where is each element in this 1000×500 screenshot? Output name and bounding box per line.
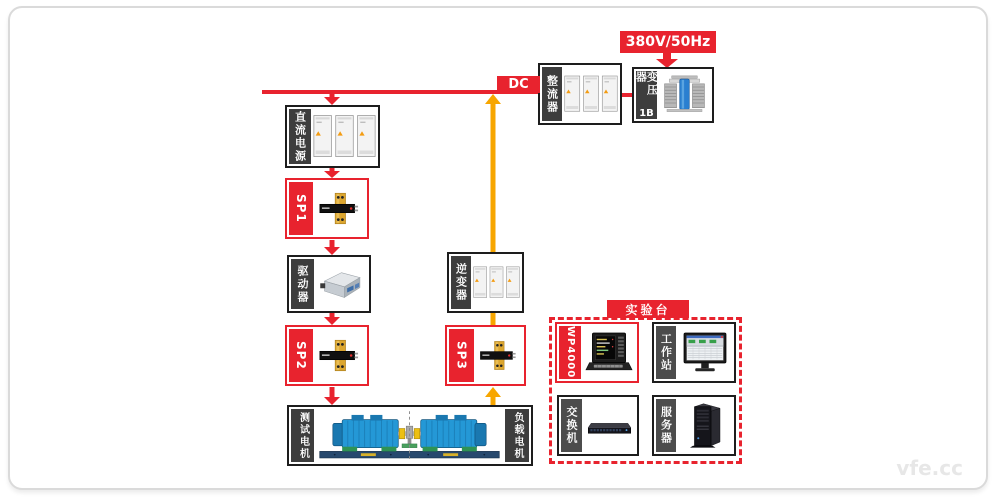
dc-source-label: 直流电源: [289, 109, 311, 164]
transformer-image: [659, 71, 710, 119]
wp4000-label: WP4000: [559, 326, 581, 379]
sp1-box: [285, 178, 369, 239]
inverter-box: [447, 252, 524, 313]
rectifier-cabinets-image: [564, 67, 618, 121]
sp3-label: SP3: [449, 329, 474, 382]
motor-bench-box: [287, 405, 533, 466]
inverter-cabinets-image: [473, 256, 520, 309]
wp4000-analyzer-image: [583, 326, 635, 379]
motor-pair-image: [316, 409, 503, 462]
dc-source-box: [285, 105, 380, 168]
driver-box: [287, 255, 371, 313]
supply-label: 380V/50Hz: [620, 31, 716, 53]
transformer-label: 变压器 1B: [634, 71, 659, 119]
network-switch-image: [584, 399, 635, 452]
workstation-monitor-image: [678, 326, 732, 379]
wp4000-box: [555, 322, 639, 383]
inverter-label: 逆变器: [451, 256, 471, 309]
watermark: vfe.cc: [896, 456, 963, 480]
sp1-label: SP1: [289, 182, 313, 235]
bench-label: 实验台: [607, 300, 689, 318]
driver-device-image: [316, 259, 367, 309]
switch-label: 交换机: [561, 399, 582, 452]
test-motor-label: 测试电机: [291, 409, 314, 462]
sp2-transducer-image: [315, 329, 365, 382]
server-label: 服务器: [656, 399, 676, 452]
dc-source-cabinets-image: [313, 109, 376, 164]
rectifier-label: 整流器: [542, 67, 562, 121]
transformer-box: [632, 67, 714, 123]
load-motor-label: 负载电机: [505, 409, 529, 462]
workstation-box: [652, 322, 736, 383]
driver-label: 驱动器: [291, 259, 314, 309]
rectifier-box: [538, 63, 622, 125]
sp2-box: [285, 325, 369, 386]
sp2-label: SP2: [289, 329, 313, 382]
switch-box: [557, 395, 639, 456]
sp3-transducer-image: [476, 329, 522, 382]
server-tower-image: [678, 399, 732, 452]
sp3-box: [445, 325, 526, 386]
sp1-transducer-image: [315, 182, 365, 235]
dc-bus-label: DC: [497, 76, 540, 93]
workstation-label: 工作站: [656, 326, 676, 379]
server-box: [652, 395, 736, 456]
